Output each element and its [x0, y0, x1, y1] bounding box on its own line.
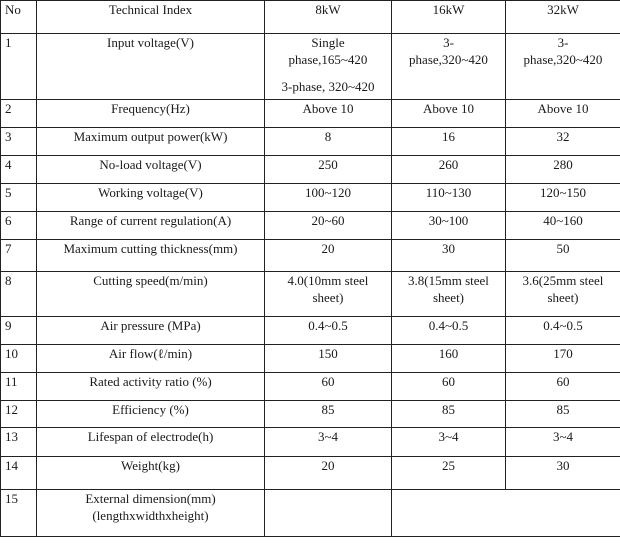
row-label: Input voltage(V) — [37, 34, 265, 100]
row-number: 11 — [1, 373, 37, 401]
cell-16kw: 3~4 — [392, 428, 506, 457]
table-row — [1, 34, 620, 100]
cell-32kw: 170 — [506, 345, 620, 373]
cell-line: 4.0(10mm steel — [287, 273, 369, 288]
cell-line: 3.8(15mm steel — [408, 273, 489, 288]
row-number: 3 — [1, 128, 37, 156]
cell-16kw: 60 — [392, 373, 506, 401]
cell-16kw: 85 — [392, 401, 506, 428]
cell-16kw: 160 — [392, 345, 506, 373]
row-number: 9 — [1, 317, 37, 345]
cell-8kw: 60 — [265, 373, 392, 401]
cell-8kw: 0.4~0.5 — [265, 317, 392, 345]
table-header-row — [1, 1, 620, 34]
cell-32kw: Above 10 — [506, 100, 620, 128]
cell-32kw: 0.4~0.5 — [506, 317, 620, 345]
row-number: 13 — [1, 428, 37, 457]
cell-line: 3.6(25mm steel — [522, 273, 604, 288]
cell-16kw: 0.4~0.5 — [392, 317, 506, 345]
cell-8kw: 8 — [265, 128, 392, 156]
cell-16kw: 16 — [392, 128, 506, 156]
cell-16kw: 260 — [392, 156, 506, 184]
table-row — [1, 401, 620, 428]
row-label: Weight(kg) — [37, 457, 265, 490]
row-label: Working voltage(V) — [37, 184, 265, 212]
table-row — [1, 317, 620, 345]
cell-8kw: Above 10 — [265, 100, 392, 128]
row-number: 8 — [1, 272, 37, 317]
row-label: Range of current regulation(A) — [37, 212, 265, 240]
row-number: 10 — [1, 345, 37, 373]
cell-line: 3- — [443, 35, 454, 50]
cell-8kw — [265, 34, 392, 100]
cell-32kw: 32 — [506, 128, 620, 156]
table-row — [1, 272, 620, 317]
row-number: 12 — [1, 401, 37, 428]
cell-8kw: 20 — [265, 240, 392, 272]
cell-16kw: 25 — [392, 457, 506, 490]
cell-8kw: 250 — [265, 156, 392, 184]
row-number: 6 — [1, 212, 37, 240]
cell-line: 3- — [557, 35, 569, 50]
cell-8kw: 150 — [265, 345, 392, 373]
row-label: Air pressure (MPa) — [37, 317, 265, 345]
cell-8kw — [265, 272, 392, 317]
cell-32kw: 85 — [506, 401, 620, 428]
row-number: 1 — [1, 34, 37, 100]
row-number: 14 — [1, 457, 37, 490]
cell-line: sheet) — [547, 290, 579, 305]
row-label: Lifespan of electrode(h) — [37, 428, 265, 457]
row-number: 5 — [1, 184, 37, 212]
row-label: Efficiency (%) — [37, 401, 265, 428]
cell-8kw: 100~120 — [265, 184, 392, 212]
cell-line: sheet) — [432, 290, 465, 305]
table-row — [1, 212, 620, 240]
row-number: 7 — [1, 240, 37, 272]
cell-8kw: 20 — [265, 457, 392, 490]
cell-8kw — [265, 490, 392, 537]
row-label: Maximum output power(kW) — [37, 128, 265, 156]
row-number: 15 — [1, 490, 37, 537]
row-label — [37, 490, 265, 537]
cell-32kw: 280 — [506, 156, 620, 184]
cell-8kw: 20~60 — [265, 212, 392, 240]
row-number: 2 — [1, 100, 37, 128]
table-row — [1, 184, 620, 212]
cell-16kw: 30 — [392, 240, 506, 272]
cell-16kw — [392, 272, 506, 317]
table-row — [1, 100, 620, 128]
table-row — [1, 128, 620, 156]
header-16kw: 16kW — [392, 1, 506, 34]
cell-16kw-32kw — [392, 490, 620, 537]
cell-line: sheet) — [312, 290, 344, 305]
cell-32kw: 120~150 — [506, 184, 620, 212]
row-label-line: External dimension(mm) — [85, 491, 216, 506]
table-row — [1, 428, 620, 457]
row-label: No-load voltage(V) — [37, 156, 265, 184]
cell-16kw: 110~130 — [392, 184, 506, 212]
cell-16kw — [392, 34, 506, 100]
row-label: Cutting speed(m/min) — [37, 272, 265, 317]
cell-32kw — [506, 34, 620, 100]
row-number: 4 — [1, 156, 37, 184]
cell-line: phase,320~420 — [409, 52, 488, 67]
row-label: Rated activity ratio (%) — [37, 373, 265, 401]
table-row — [1, 490, 620, 537]
table-row — [1, 156, 620, 184]
cell-line: Single — [311, 35, 345, 50]
cell-line: phase,320~420 — [523, 52, 603, 67]
cell-32kw: 3~4 — [506, 428, 620, 457]
header-8kw: 8kW — [265, 1, 392, 34]
row-label: Frequency(Hz) — [37, 100, 265, 128]
cell-line: phase,165~420 — [288, 52, 368, 67]
cell-32kw: 40~160 — [506, 212, 620, 240]
cell-32kw — [506, 272, 620, 317]
cell-16kw: 30~100 — [392, 212, 506, 240]
cell-32kw: 30 — [506, 457, 620, 490]
table-row — [1, 240, 620, 272]
header-technical-index: Technical Index — [37, 1, 265, 34]
table-row — [1, 457, 620, 490]
cell-8kw: 85 — [265, 401, 392, 428]
cell-32kw: 50 — [506, 240, 620, 272]
table-row — [1, 345, 620, 373]
cell-32kw: 60 — [506, 373, 620, 401]
cell-line: 3-phase, 320~420 — [281, 79, 375, 94]
row-label: Maximum cutting thickness(mm) — [37, 240, 265, 272]
header-no: No — [1, 1, 37, 34]
table-row — [1, 373, 620, 401]
cell-8kw: 3~4 — [265, 428, 392, 457]
cell-16kw: Above 10 — [392, 100, 506, 128]
header-32kw: 32kW — [506, 1, 620, 34]
row-label-line: (lengthxwidthxheight) — [92, 508, 209, 523]
row-label: Air flow(ℓ/min) — [37, 345, 265, 373]
